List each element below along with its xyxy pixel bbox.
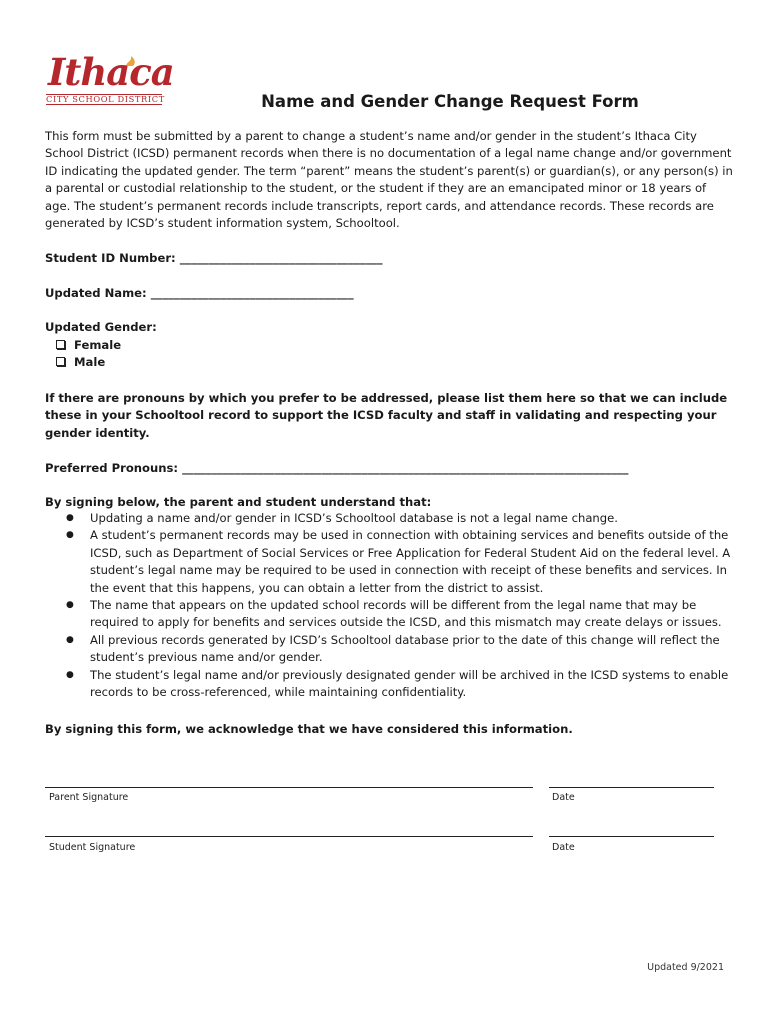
gender-option-label: Male — [74, 355, 106, 369]
logo-subtitle: CITY SCHOOL DISTRICT — [46, 94, 165, 104]
list-item: ● The name that appears on the updated school records will be different from the legal name that may be required to apply for benefits and services outside the ICSD, and this mismatch may create delays or issues. — [45, 597, 735, 632]
acknowledgement-statement: By signing this form, we acknowledge that we have considered this information. — [45, 722, 573, 736]
student-signature-line[interactable] — [45, 836, 533, 837]
gender-option-female[interactable] — [56, 338, 121, 352]
gender-option-label: Female — [74, 338, 122, 352]
understanding-heading: By signing below, the parent and student understand that: — [45, 495, 432, 509]
list-item: ● The student’s legal name and/or previously designated gender will be archived in the ICSD systems to enable records to be cross-referenced, while maintaining confidentiality. — [45, 667, 735, 702]
student-date-line[interactable] — [549, 836, 714, 837]
checkbox-icon[interactable] — [56, 357, 65, 366]
parent-date-label: Date — [552, 792, 575, 803]
student-signature-label: Student Signature — [49, 842, 136, 853]
parent-signature-line[interactable] — [45, 787, 533, 788]
parent-date-line[interactable] — [549, 787, 714, 788]
updated-date: Updated 9/2021 — [647, 962, 724, 973]
updated-name-field[interactable]: Updated Name: ___________________________________ — [45, 286, 354, 300]
checkbox-icon[interactable] — [56, 340, 65, 349]
gender-option-male[interactable] — [56, 355, 105, 369]
list-item: ● All previous records generated by ICSD’s Schooltool database prior to the date of this change will reflect the student’s previous name and/or gender. — [45, 632, 735, 667]
preferred-pronouns-field[interactable]: Preferred Pronouns: _____________________________________________________________________________ — [45, 461, 629, 475]
updated-gender-label: Updated Gender: — [45, 320, 157, 334]
logo-wordmark: Ithaca — [48, 50, 174, 94]
student-date-label: Date — [552, 842, 575, 853]
parent-signature-label: Parent Signature — [49, 792, 129, 803]
list-item: ● A student’s permanent records may be used in connection with obtaining services and benefits outside of the ICSD, such as Department of Social Services or Free Application for Federal Student Aid on the federal level. A student’s legal name may be required to be used in connection with receipt of these benefits and services. In the event that this happens, you can obtain a letter from the district to assist. — [45, 527, 735, 597]
understanding-list — [45, 510, 735, 701]
pronoun-note: If there are pronouns by which you prefer to be addressed, please list them here so that we can include these in your Schooltool record to support the ICSD faculty and staff in validating and respecting your gender identity. — [45, 391, 728, 440]
page-title: Name and Gender Change Request Form — [261, 92, 639, 111]
student-id-field[interactable]: Student ID Number: ___________________________________ — [45, 251, 383, 265]
list-item: ● Updating a name and/or gender in ICSD’s Schooltool database is not a legal name change. — [45, 510, 735, 527]
intro-paragraph: This form must be submitted by a parent to change a student’s name and/or gender in the student’s Ithaca City School District (ICSD) permanent records when there is no documentation of a legal name change and/or government ID indicating the updated gender. The term “parent” means the student’s parent(s) or guardian(s), or any person(s) in a parental or custodial relationship to the student, or the student if they are an emancipated minor or 18 years of age. The student’s permanent records include transcripts, report cards, and attendance records. These records are generated by ICSD’s student information system, Schooltool. — [45, 129, 733, 231]
